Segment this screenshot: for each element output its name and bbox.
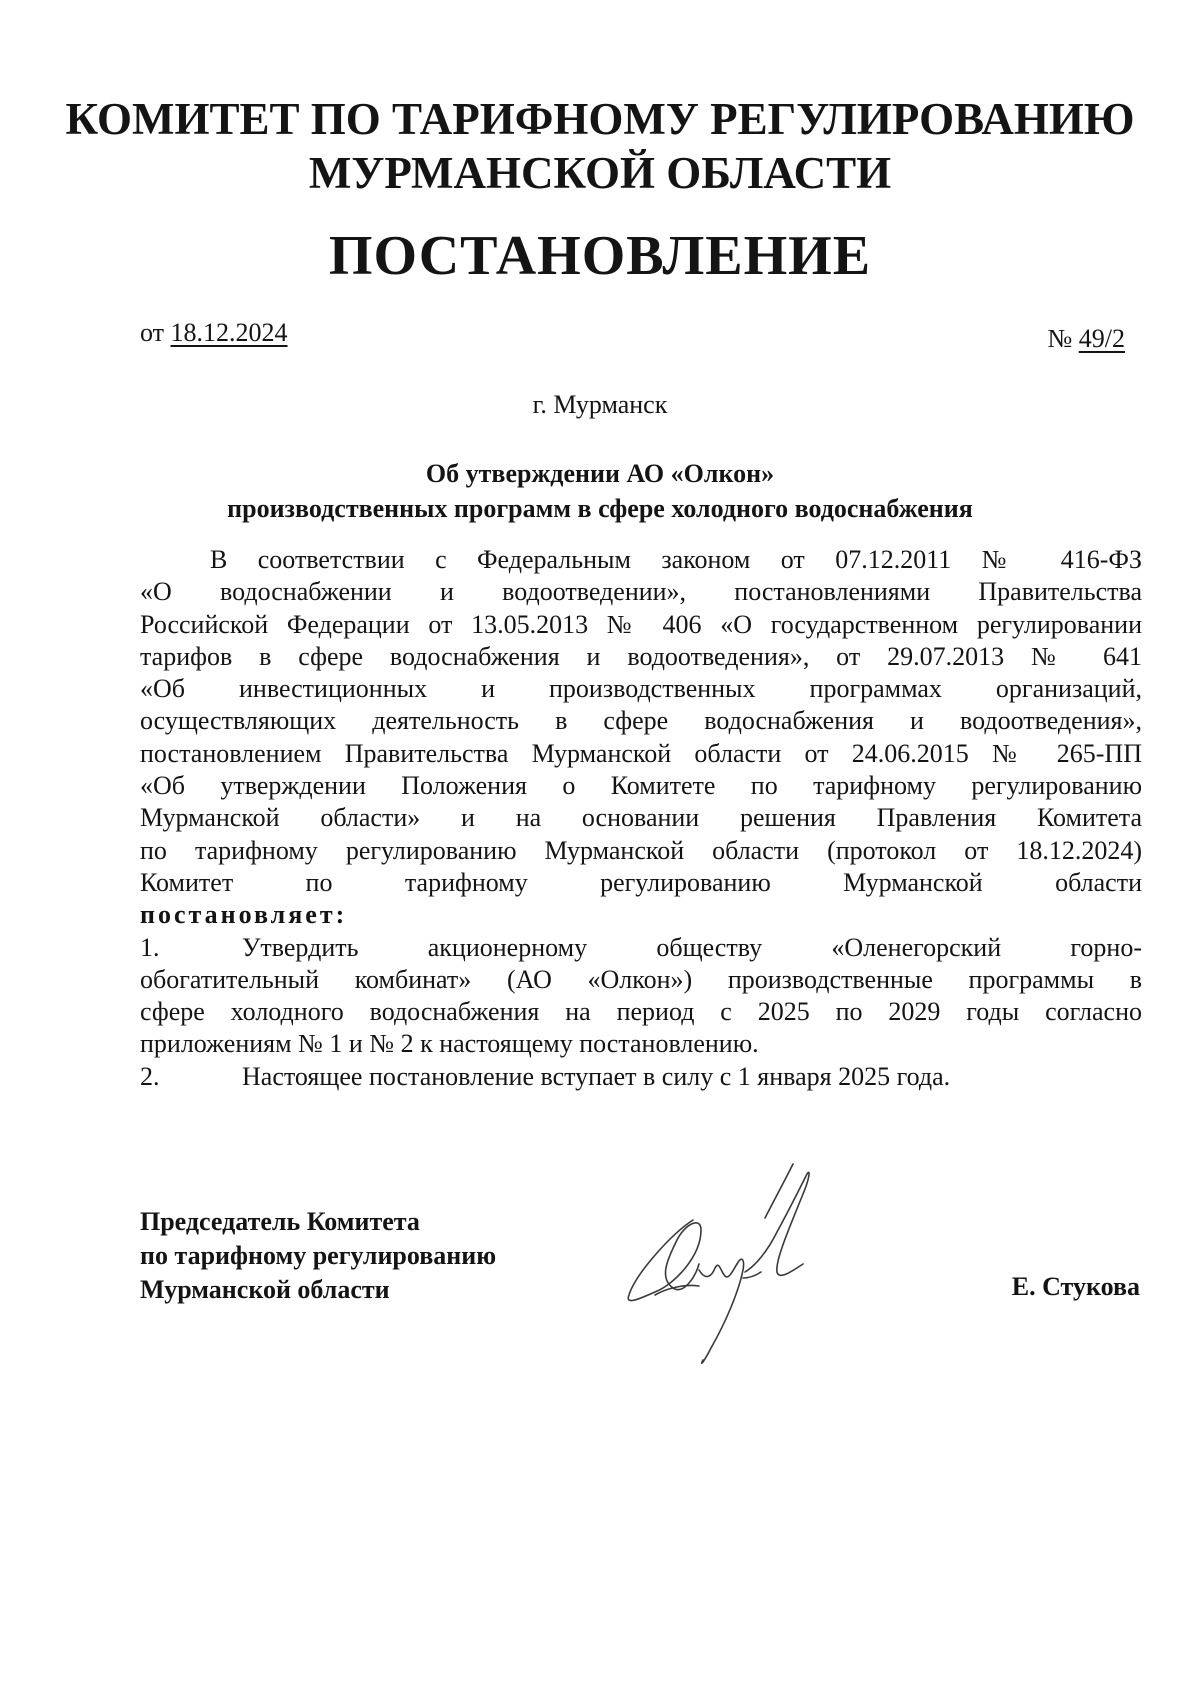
item-number: 2. — [140, 1061, 160, 1091]
preamble-line: тарифов в сфере водоснабжения и водоотведения», от 29.07.2013 № 641 — [140, 641, 1142, 671]
preamble-line: Мурманской области» и на основании решения Правления Комитета — [140, 803, 1142, 833]
preamble-line: Российской Федерации от 13.05.2013 № 406 «О государственном регулировании — [140, 609, 1142, 639]
resolution-item — [140, 1061, 1142, 1093]
item-number: 1. — [140, 932, 160, 962]
item-line: приложениям № 1 и № 2 к настоящему постановлению. — [140, 1029, 759, 1059]
item-line: обогатительный комбинат» (АО «Олкон») производственные программы в — [140, 964, 1142, 994]
number-value: 49/2 — [1078, 324, 1125, 353]
resolution-item — [140, 932, 1142, 1061]
document-body — [140, 544, 1142, 1093]
preamble-line: «О водоснабжении и водоотведении», постановлениями Правительства — [140, 577, 1142, 607]
number-prefix: № — [1047, 324, 1073, 353]
item-line: сфере холодного водоснабжения на период с 2025 по 2029 годы согласно — [140, 997, 1142, 1027]
handwritten-signature — [615, 1160, 865, 1375]
date-value: 18.12.2024 — [170, 318, 288, 347]
preamble-line: «Об инвестиционных и производственных программах организаций, — [140, 674, 1142, 704]
preamble-line: осуществляющих деятельность в сфере водоснабжения и водоотведения», — [140, 706, 1142, 736]
document-date — [140, 318, 288, 348]
document-title — [60, 456, 1140, 526]
resolution-keyword: постановляет: — [140, 900, 348, 930]
position-line1: Председатель Комитета — [140, 1207, 420, 1236]
signatory-name: Е. Стукова — [1011, 1272, 1140, 1301]
item-first-line — [140, 1061, 1142, 1093]
organization-header — [0, 92, 1200, 200]
item-first-line — [140, 932, 1142, 964]
document-type: ПОСТАНОВЛЕНИЕ — [328, 225, 872, 287]
preamble-line: «Об утверждении Положения о Комитете по тарифному регулированию — [140, 771, 1142, 801]
document-city: г. Мурманск — [532, 390, 668, 419]
preamble-line: В соответствии с Федеральным законом от 07.12.2011 № 416-ФЗ — [210, 545, 1142, 574]
signatory-position — [140, 1205, 496, 1307]
title-line2: производственных программ в сфере холодного водоснабжения — [227, 494, 973, 523]
position-line3: Мурманской области — [140, 1275, 390, 1304]
item-text: Настоящее постановление вступает в силу с 1 января 2025 года. — [242, 1061, 951, 1091]
document-number — [1047, 324, 1125, 354]
date-prefix: от — [140, 318, 165, 347]
preamble-line: Комитет по тарифному регулированию Мурманской области — [140, 867, 1142, 897]
organization-name-line1: КОМИТЕТ ПО ТАРИФНОМУ РЕГУЛИРОВАНИЮ — [65, 94, 1135, 144]
title-line1: Об утверждении АО «Олкон» — [425, 459, 775, 488]
position-line2: по тарифному регулированию — [140, 1241, 497, 1270]
preamble-line: по тарифному регулированию Мурманской области (протокол от 18.12.2024) — [140, 835, 1142, 865]
item-text: Утвердить акционерному обществу «Оленегорский горно- — [242, 932, 1142, 962]
preamble-line: постановлением Правительства Мурманской области от 24.06.2015 № 265-ПП — [140, 738, 1142, 768]
organization-name-line2: МУРМАНСКОЙ ОБЛАСТИ — [308, 148, 892, 198]
